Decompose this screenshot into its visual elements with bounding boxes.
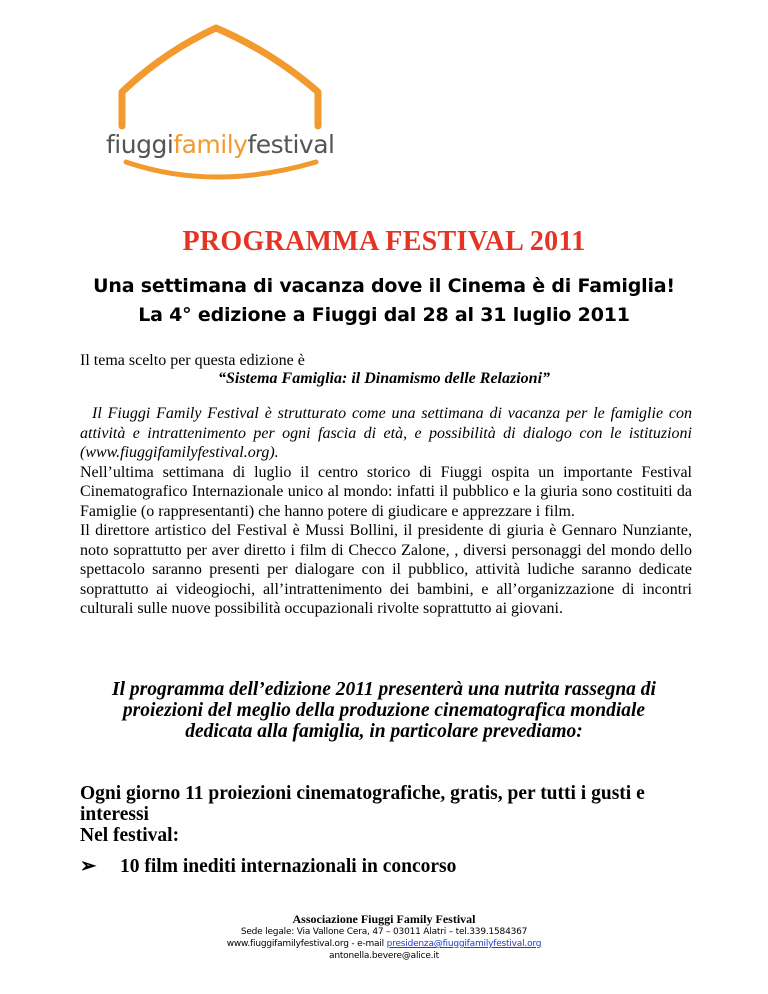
subtitle-line-1: Una settimana di vacanza dove il Cinema è di Famiglia! — [93, 275, 675, 297]
footer-contacts — [0, 938, 768, 950]
daily-screenings: Ogni giorno 11 proiezioni cinematografiche, gratis, per tutti i gusti e interessi — [80, 783, 645, 825]
house-roof-icon — [104, 22, 344, 198]
footer-association-name: Associazione Fiuggi Family Festival — [292, 912, 476, 926]
footer-website: www.fiuggifamilyfestival.org - e-mail — [226, 939, 384, 949]
festival-label: Nel festival: — [80, 825, 180, 846]
festival-logo — [104, 22, 344, 198]
description-body — [80, 404, 692, 619]
list-item-text: 10 film inediti internazionali in concorso — [120, 856, 457, 877]
arrow-bullet-icon: ➢ — [80, 856, 97, 877]
footer-email-link[interactable]: presidenza@fiuggifamilyfestival.org — [386, 939, 542, 949]
paragraph-2: Nell’ultima settimana di luglio il centro storico di Fiuggi ospita un importante Festival Cinematografico Internazionale unico al mondo: infatti il pubblico e la giuria sono costituiti da Famiglie (o rappresentanti) che hanno potere di giudicare e apprezzare i film. — [80, 463, 692, 520]
footer — [0, 912, 768, 962]
footer-email-2: antonella.bevere@alice.it — [329, 951, 439, 961]
paragraph-3: Il direttore artistico del Festival è Mussi Bollini, il presidente di giuria è Gennaro Nunziante, noto soprattutto per aver diretto i film di Checco Zalone, , diversi personaggi del mondo dello spettacolo saranno presenti per dialogare con il pubblico, attività ludiche saranno dedicate soprattutto ai videogiochi, all’intrattenimento dei bambini, e all’organizzazione di incontri culturali sulle nuove possibilità occupazionali rivolte soprattutto ai giovani. — [80, 522, 692, 617]
theme-intro: Il tema scelto per questa edizione è — [80, 352, 305, 369]
theme-title: “Sistema Famiglia: il Dinamismo delle Relazioni” — [217, 370, 551, 387]
page-title: PROGRAMMA FESTIVAL 2011 — [182, 226, 586, 257]
paragraph-1: Il Fiuggi Family Festival è strutturato come una settimana di vacanza per le famiglie con attività e intrattenimento per ogni fascia di età, e possibilità di dialogo con le istituzioni (www.fiuggifamilyfestival.org). — [80, 405, 692, 461]
subtitle-line-2: La 4° edizione a Fiuggi dal 28 al 31 luglio 2011 — [138, 304, 630, 326]
footer-address: Sede legale: Via Vallone Cera, 47 – 03011 Alatri – tel.339.1584367 — [240, 927, 528, 937]
logo-wordmark: fiuggifamilyfestival — [106, 130, 335, 159]
program-heading: Il programma dell’edizione 2011 presenterà una nutrita rassegna di proiezioni del meglio della produzione cinematografica mondiale dedicata alla famiglia, in particolare prevediamo: — [112, 679, 656, 742]
list-item — [80, 854, 456, 878]
